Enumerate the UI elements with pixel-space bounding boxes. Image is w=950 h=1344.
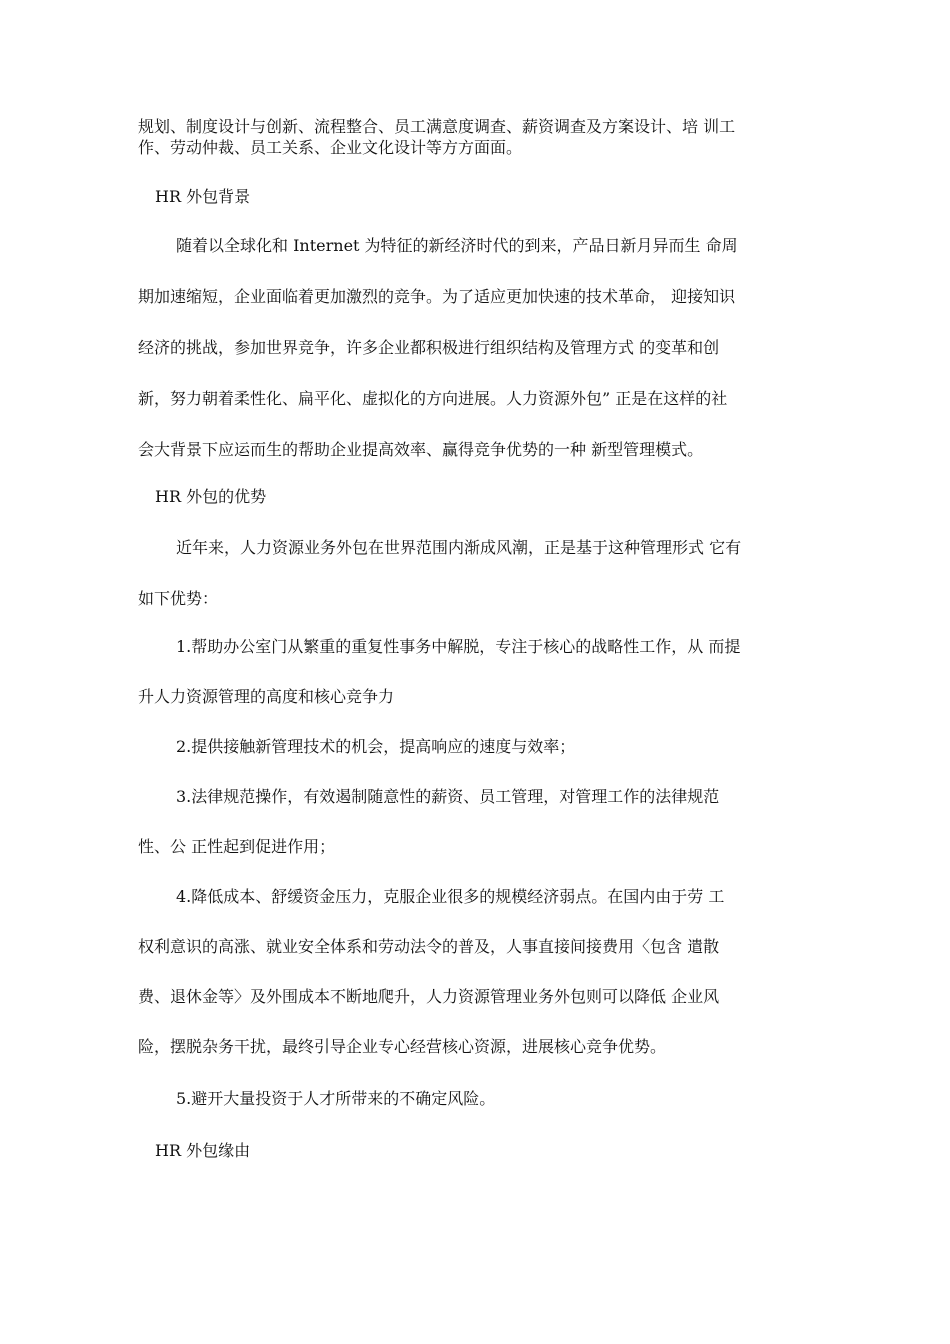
text-line: 会大背景下应运而生的帮助企业提高效率、赢得竞争优势的一种 新型管理模式。 — [138, 440, 704, 459]
advantage-item-3 — [138, 772, 719, 872]
advantages-intro-paragraph — [138, 522, 741, 624]
text-line: 期加速缩短，企业面临着更加激烈的竞争。为了适应更加快速的技术革命， 迎接知识 — [138, 287, 736, 306]
text-line: 升人力资源管理的高度和核心竞争力 — [138, 687, 395, 706]
text-line: 险，摆脱杂务干扰，最终引导企业专心经营核心资源，进展核心竞争优势。 — [138, 1037, 667, 1056]
advantage-item-1 — [138, 622, 740, 722]
text-line: 5.避开大量投资于人才所带来的不确定风险。 — [176, 1089, 496, 1108]
section-heading-background: HR 外包背景 — [155, 187, 251, 206]
intro-paragraph — [138, 116, 735, 158]
text-line: 费、退休金等〉及外围成本不断地爬升，人力资源管理业务外包则可以降低 企业风 — [138, 987, 720, 1006]
section-heading-advantages: HR 外包的优势 — [155, 487, 267, 506]
advantage-item-5 — [138, 1074, 495, 1124]
text-line: 规划、制度设计与创新、流程整合、员工满意度调查、薪资调查及方案设计、培 训工 — [138, 117, 736, 136]
text-line: 作、劳动仲裁、员工关系、企业文化设计等方方面面。 — [138, 138, 523, 157]
text-line: 性、公 正性起到促进作用； — [138, 837, 336, 856]
text-line: 4.降低成本、舒缓资金压力，克服企业很多的规模经济弱点。在国内由于劳 工 — [176, 887, 725, 906]
text-line: 权利意识的高涨、就业安全体系和劳动法令的普及，人事直接间接费用〈包含 遣散 — [138, 937, 720, 956]
text-line: 如下优势： — [138, 589, 219, 608]
text-line: 3.法律规范操作，有效遏制随意性的薪资、员工管理，对管理工作的法律规范 — [176, 787, 720, 806]
text-line: 新，努力朝着柔性化、扁平化、虚拟化的方向进展。人力资源外包” 正是在这样的社 — [138, 389, 728, 408]
text-line: 随着以全球化和 Internet 为特征的新经济时代的到来，产品日新月异而生 命周 — [176, 236, 738, 255]
text-line: 经济的挑战，参加世界竞争，许多企业都积极进行组织结构及管理方式 的变革和创 — [138, 338, 720, 357]
text-line: 2.提供接触新管理技术的机会，提高响应的速度与效率； — [176, 737, 576, 756]
advantage-item-4 — [138, 872, 724, 1072]
section-heading-reasons: HR 外包缘由 — [155, 1141, 251, 1160]
advantage-item-2 — [138, 722, 575, 772]
text-line: 近年来，人力资源业务外包在世界范围内渐成风潮，正是基于这种管理形式 它有 — [176, 538, 742, 557]
background-paragraph — [138, 220, 738, 475]
text-line: 1.帮助办公室门从繁重的重复性事务中解脱，专注于核心的战略性工作，从 而提 — [176, 637, 741, 656]
